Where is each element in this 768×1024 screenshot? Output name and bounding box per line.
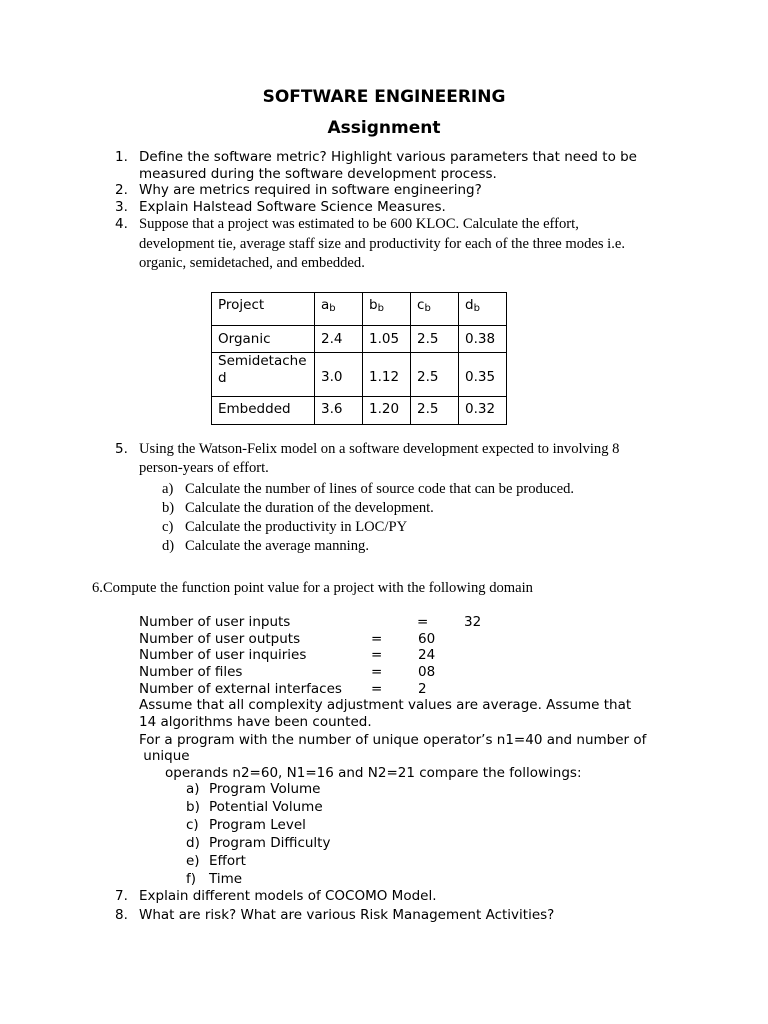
q5-item-label: b) xyxy=(162,500,175,516)
program-item-text: Time xyxy=(209,871,243,887)
q5-item-label: a) xyxy=(162,481,174,497)
q1-text-line2: measured during the software development process. xyxy=(139,166,497,182)
table-row xyxy=(212,326,507,353)
q5-item-text: Calculate the number of lines of source code that can be produced. xyxy=(185,481,575,497)
program-item-label: c) xyxy=(186,817,199,833)
program-line3: operands n2=60, N1=16 and N2=21 compare the followings: xyxy=(165,765,582,781)
cell-project: Embedded xyxy=(212,397,315,425)
q5-item-text: Calculate the productivity in LOC/PY xyxy=(185,519,408,535)
header-d xyxy=(459,293,507,326)
cell-project-text: Semidetached xyxy=(218,353,307,386)
header-d-subscript: b xyxy=(473,303,480,314)
domain-name: Number of files xyxy=(139,664,243,680)
cell-b: 1.20 xyxy=(363,397,411,425)
program-line2: unique xyxy=(139,748,190,764)
program-item-text: Program Level xyxy=(209,817,306,833)
q8-number: 8. xyxy=(115,907,128,923)
header-project xyxy=(212,293,315,326)
header-b xyxy=(363,293,411,326)
program-item-label: a) xyxy=(186,781,200,797)
q5-item-text: Calculate the average manning. xyxy=(185,538,369,554)
header-b-subscript: b xyxy=(377,303,384,314)
q8-text: What are risk? What are various Risk Management Activities? xyxy=(139,907,555,923)
q4-text-line2: development tie, average staff size and productivity for each of the three modes i.e. xyxy=(139,236,625,252)
q5-item-text: Calculate the duration of the development. xyxy=(185,500,434,516)
q5-text-line2: person-years of effort. xyxy=(139,460,269,476)
assume-line1: Assume that all complexity adjustment values are average. Assume that xyxy=(139,697,632,713)
page-subtitle: Assignment xyxy=(327,118,441,138)
q3-number: 3. xyxy=(115,199,128,215)
header-b-label: b xyxy=(369,297,378,313)
q7-number: 7. xyxy=(115,888,128,904)
cell-b: 1.05 xyxy=(363,326,411,353)
domain-value: 60 xyxy=(418,631,436,647)
cell-b: 1.12 xyxy=(363,353,411,397)
header-c-label: c xyxy=(417,297,425,313)
cell-a: 2.4 xyxy=(315,326,363,353)
cell-c: 2.5 xyxy=(411,397,459,425)
header-a-label: a xyxy=(321,297,330,313)
q2-text: Why are metrics required in software engineering? xyxy=(139,182,482,198)
domain-equals: = xyxy=(417,614,429,630)
domain-value: 32 xyxy=(464,614,482,630)
cell-a: 3.6 xyxy=(315,397,363,425)
q3-text: Explain Halstead Software Science Measures. xyxy=(139,199,446,215)
header-c xyxy=(411,293,459,326)
assume-line2: 14 algorithms have been counted. xyxy=(139,714,372,730)
domain-equals: = xyxy=(371,647,383,663)
program-item-text: Effort xyxy=(209,853,246,869)
program-item-text: Potential Volume xyxy=(209,799,323,815)
cell-c: 2.5 xyxy=(411,326,459,353)
cell-project xyxy=(212,353,315,397)
cell-d: 0.35 xyxy=(459,353,507,397)
q7-text: Explain different models of COCOMO Model. xyxy=(139,888,437,904)
header-a-subscript: b xyxy=(329,303,336,314)
domain-name: Number of external interfaces xyxy=(139,681,342,697)
q2-number: 2. xyxy=(115,182,128,198)
header-c-subscript: b xyxy=(424,303,431,314)
program-item-text: Program Difficulty xyxy=(209,835,331,851)
header-project-label: Project xyxy=(218,297,265,313)
domain-name: Number of user inputs xyxy=(139,614,291,630)
cell-a: 3.0 xyxy=(315,353,363,397)
q5-item-label: c) xyxy=(162,519,174,535)
domain-equals: = xyxy=(371,664,383,680)
program-line1: For a program with the number of unique operator’s n1=40 and number of xyxy=(139,732,647,748)
cell-project: Organic xyxy=(212,326,315,353)
q5-number: 5. xyxy=(115,441,128,457)
table-header-row xyxy=(212,293,507,326)
domain-name: Number of user outputs xyxy=(139,631,301,647)
header-a xyxy=(315,293,363,326)
program-item-label: e) xyxy=(186,853,200,869)
domain-value: 24 xyxy=(418,647,436,663)
cell-d: 0.38 xyxy=(459,326,507,353)
domain-value: 2 xyxy=(418,681,427,697)
table-row xyxy=(212,397,507,425)
cell-c: 2.5 xyxy=(411,353,459,397)
program-item-text: Program Volume xyxy=(209,781,321,797)
domain-equals: = xyxy=(371,631,383,647)
program-item-label: d) xyxy=(186,835,200,851)
q1-number: 1. xyxy=(115,149,128,165)
header-d-label: d xyxy=(465,297,474,313)
domain-equals: = xyxy=(371,681,383,697)
program-item-label: b) xyxy=(186,799,200,815)
page-title: SOFTWARE ENGINEERING xyxy=(262,87,506,107)
q4-number: 4. xyxy=(115,216,128,232)
q6-text: 6.Compute the function point value for a project with the following domain xyxy=(92,580,533,596)
domain-value: 08 xyxy=(418,664,436,680)
q4-text-line1: Suppose that a project was estimated to be 600 KLOC. Calculate the effort, xyxy=(139,216,579,232)
cell-d: 0.32 xyxy=(459,397,507,425)
q4-text-line3: organic, semidetached, and embedded. xyxy=(139,255,365,271)
domain-name: Number of user inquiries xyxy=(139,647,307,663)
q5-text-line1: Using the Watson-Felix model on a software development expected to involving 8 xyxy=(139,441,620,457)
q5-item-label: d) xyxy=(162,538,175,554)
cocomo-coefficients-table xyxy=(211,292,507,425)
table-row xyxy=(212,353,507,397)
q1-text-line1: Define the software metric? Highlight various parameters that need to be xyxy=(139,149,637,165)
program-item-label: f) xyxy=(186,871,197,887)
